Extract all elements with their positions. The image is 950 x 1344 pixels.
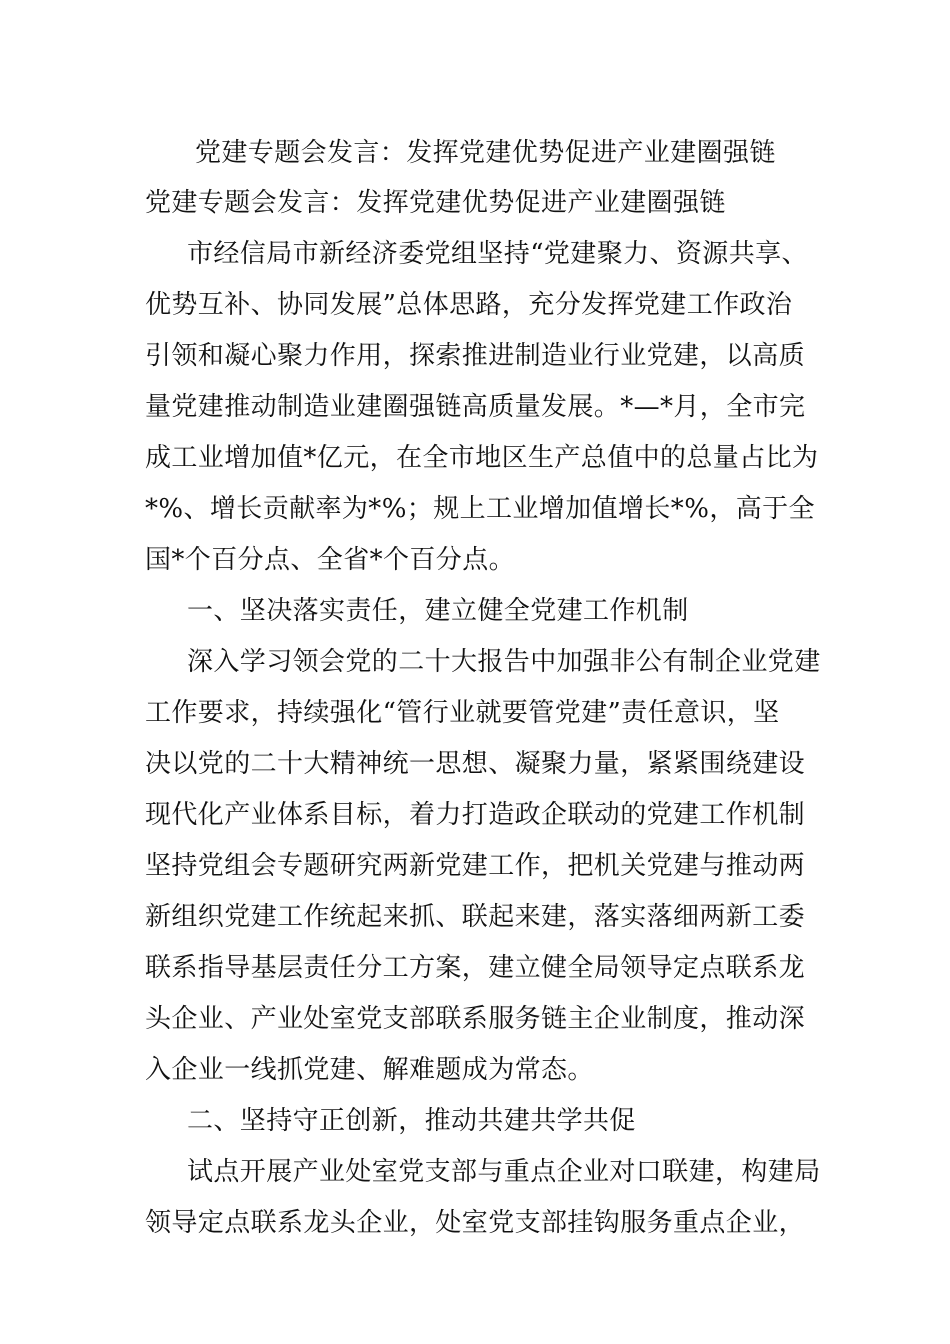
paragraph-line: 坚持党组会专题研究两新党建工作，把机关党建与推动两: [145, 851, 806, 881]
paragraph-line: 优势互补、协同发展”总体思路，充分发挥党建工作政治: [145, 290, 793, 320]
paragraph-line: 领导定点联系龙头企业，处室党支部挂钩服务重点企业，: [145, 1208, 806, 1238]
document-title: 党建专题会发言：发挥党建优势促进产业建圈强链: [195, 138, 776, 168]
paragraph-line: 决以党的二十大精神统一思想、凝聚力量，紧紧围绕建设: [145, 749, 806, 779]
paragraph-line: 头企业、产业处室党支部联系服务链主企业制度，推动深: [145, 1004, 806, 1034]
paragraph-line: *%、增长贡献率为*%；规上工业增加值增长*%，高于全: [145, 494, 815, 524]
section-heading: 二、坚持守正创新，推动共建共学共促: [187, 1106, 636, 1136]
paragraph-line: 新组织党建工作统起来抓、联起来建，落实落细两新工委: [145, 902, 806, 932]
paragraph-line: 深入学习领会党的二十大报告中加强非公有制企业党建: [187, 647, 821, 677]
paragraph-line: 市经信局市新经济委党组坚持“党建聚力、资源共享、: [187, 239, 808, 269]
paragraph-line: 入企业一线抓党建、解难题成为常态。: [145, 1055, 594, 1085]
paragraph-line: 国*个百分点、全省*个百分点。: [145, 545, 516, 575]
paragraph-line: 量党建推动制造业建圈强链高质量发展。*—*月，全市完: [145, 392, 806, 422]
paragraph-line: 试点开展产业处室党支部与重点企业对口联建，构建局: [187, 1157, 821, 1187]
section-heading: 一、坚决落实责任，建立健全党建工作机制: [187, 596, 689, 626]
paragraph-line: 现代化产业体系目标，着力打造政企联动的党建工作机制: [145, 800, 806, 830]
paragraph-line: 工作要求，持续强化“管行业就要管党建”责任意识，坚: [145, 698, 780, 728]
paragraph-line: 成工业增加值*亿元，在全市地区生产总值中的总量占比为: [145, 443, 819, 473]
paragraph-line: 联系指导基层责任分工方案，建立健全局领导定点联系龙: [145, 953, 806, 983]
paragraph-line: 引领和凝心聚力作用，探索推进制造业行业党建，以高质: [145, 341, 806, 371]
document-subtitle: 党建专题会发言：发挥党建优势促进产业建圈强链: [145, 188, 726, 218]
